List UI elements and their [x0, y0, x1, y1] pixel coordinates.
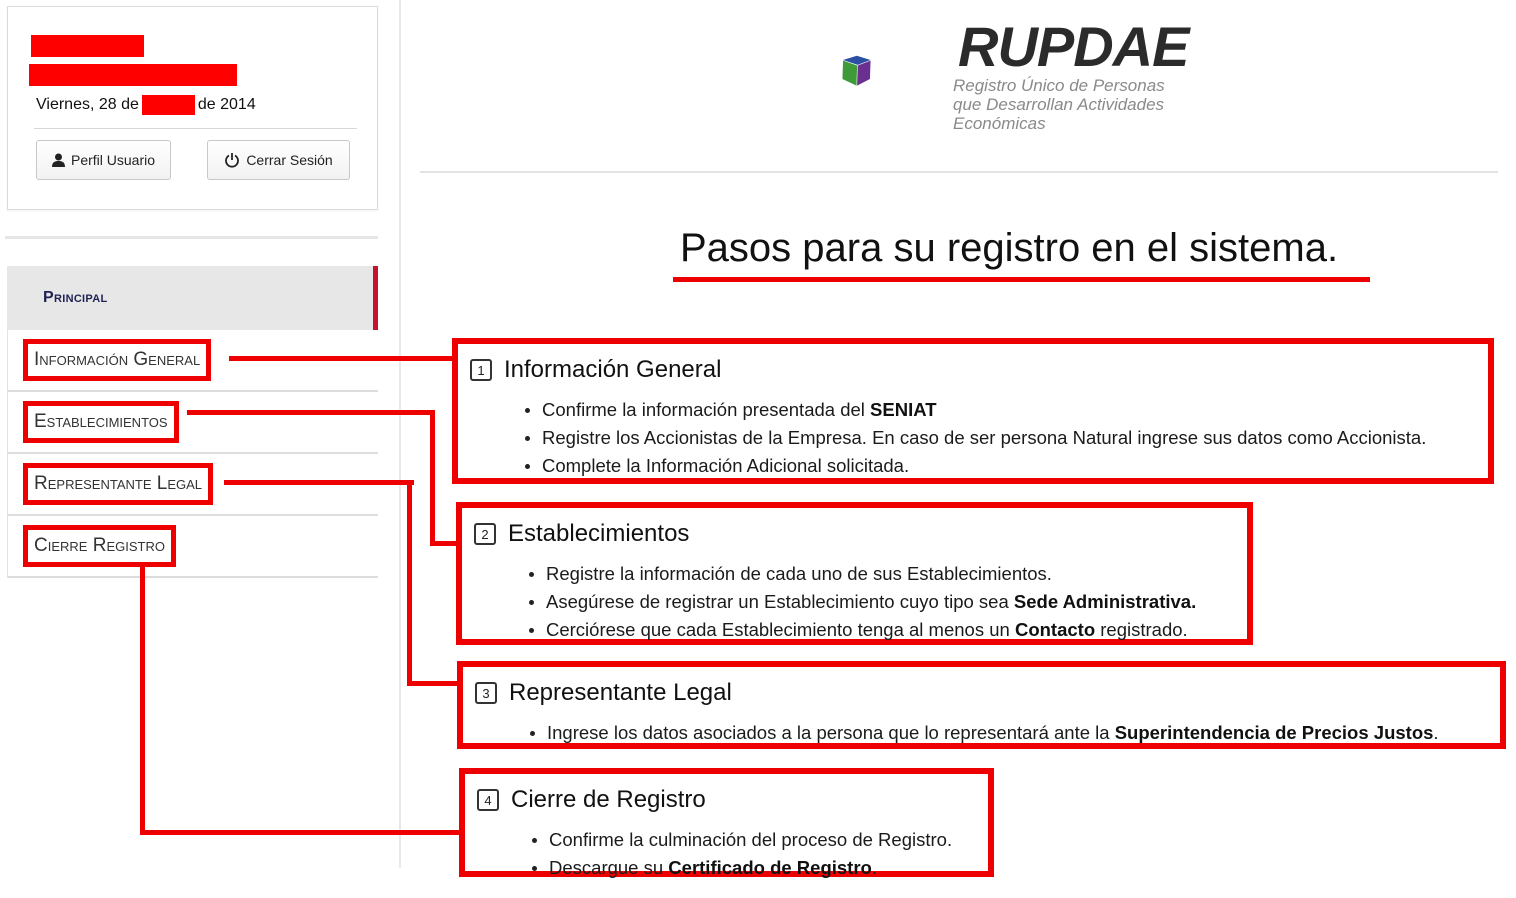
list-item: Confirme la información presentada del SENIAT — [542, 396, 1426, 424]
connector-line-2 — [430, 410, 435, 546]
step-representante-legal — [457, 661, 1506, 749]
power-icon — [224, 152, 240, 168]
redacted-month — [142, 95, 195, 115]
step-bullets — [542, 396, 1426, 480]
list-item: Ingrese los datos asociados a la persona que lo representará ante la Superintendencia de Precios Justos. — [547, 719, 1439, 747]
step-cierre-de-registro — [459, 768, 994, 877]
step-bullets — [547, 719, 1439, 747]
step-establecimientos — [456, 502, 1253, 645]
list-item: Cerciórese que cada Establecimiento tenga al menos un Contacto registrado. — [546, 616, 1196, 644]
connector-line-4 — [140, 562, 145, 835]
sidebar-item-label[interactable]: Establecimientos — [23, 401, 179, 443]
sidebar-item-label[interactable]: Cierre Registro — [23, 525, 176, 567]
sidebar-menu — [7, 266, 378, 578]
list-item: Registre la información de cada uno de sus Establecimientos. — [546, 560, 1196, 588]
step-number-icon: 1 — [470, 359, 492, 381]
connector-line-1 — [229, 356, 455, 361]
logo-subtitle — [953, 76, 1193, 133]
sidebar-item-label[interactable]: Información General — [23, 339, 211, 381]
sidebar-item-representante-legal[interactable] — [7, 454, 378, 516]
current-date — [36, 95, 256, 115]
logout-button[interactable] — [207, 140, 350, 180]
step-bullets — [549, 826, 952, 882]
step-number-icon: 4 — [477, 789, 499, 811]
list-item: Asegúrese de registrar un Establecimiento cuyo tipo sea Sede Administrativa. — [546, 588, 1196, 616]
list-item: Registre los Accionistas de la Empresa. En caso de ser persona Natural ingrese sus datos como Accionista. — [542, 424, 1426, 452]
list-item: Descargue su Certificado de Registro. — [549, 854, 952, 882]
step-number-icon: 2 — [474, 523, 496, 545]
logo-subtitle-line: Registro Único de Personas — [953, 76, 1165, 95]
title-underline — [673, 277, 1370, 282]
step-bullets — [546, 560, 1196, 644]
step-number-icon: 3 — [475, 682, 497, 704]
sidebar-item-label[interactable]: Representante Legal — [23, 463, 213, 505]
date-suffix: de 2014 — [197, 96, 256, 113]
list-item: Confirme la culminación del proceso de Registro. — [549, 826, 952, 854]
step-header — [477, 786, 706, 814]
logout-button-label: Cerrar Sesión — [246, 152, 333, 168]
logo-title: RUPDAE — [958, 15, 1189, 78]
rupdae-logo — [840, 16, 950, 126]
step-title: Establecimientos — [508, 520, 690, 547]
connector-line-3 — [224, 480, 414, 485]
step-header — [474, 520, 689, 548]
sidebar-item-cierre-registro[interactable] — [7, 516, 378, 578]
redacted-name — [31, 35, 144, 57]
connector-line-2 — [187, 410, 435, 415]
connector-line-3 — [407, 480, 412, 686]
sidebar-separator — [5, 236, 378, 239]
step-header — [475, 679, 732, 707]
date-prefix: Viernes, 28 de — [36, 96, 139, 113]
sidebar-item-label: Principal — [43, 289, 108, 306]
connector-line-3 — [407, 681, 461, 686]
step-header — [470, 356, 721, 384]
card-divider — [34, 128, 357, 129]
profile-button-label: Perfil Usuario — [70, 152, 156, 168]
step-title: Representante Legal — [509, 679, 732, 706]
step-title: Información General — [504, 356, 722, 383]
step-informacion-general — [452, 338, 1494, 484]
logo-subtitle-line: que Desarrollan Actividades — [953, 95, 1165, 114]
sidebar-item-establecimientos[interactable] — [7, 392, 378, 454]
header-divider — [420, 171, 1498, 173]
user-card — [7, 6, 378, 210]
list-item: Complete la Información Adicional solicitada. — [542, 452, 1426, 480]
user-icon — [52, 153, 65, 167]
page-title: Pasos para su registro en el sistema. — [680, 226, 1339, 270]
connector-line-4 — [140, 830, 462, 835]
sidebar-item-informacion-general[interactable] — [7, 330, 378, 392]
profile-button[interactable] — [36, 140, 171, 180]
logo-subtitle-line: Económicas — [953, 114, 1046, 133]
step-title: Cierre de Registro — [511, 786, 706, 813]
redacted-company — [29, 64, 237, 86]
sidebar-item-principal[interactable] — [7, 266, 378, 330]
sidebar-border — [399, 0, 401, 868]
